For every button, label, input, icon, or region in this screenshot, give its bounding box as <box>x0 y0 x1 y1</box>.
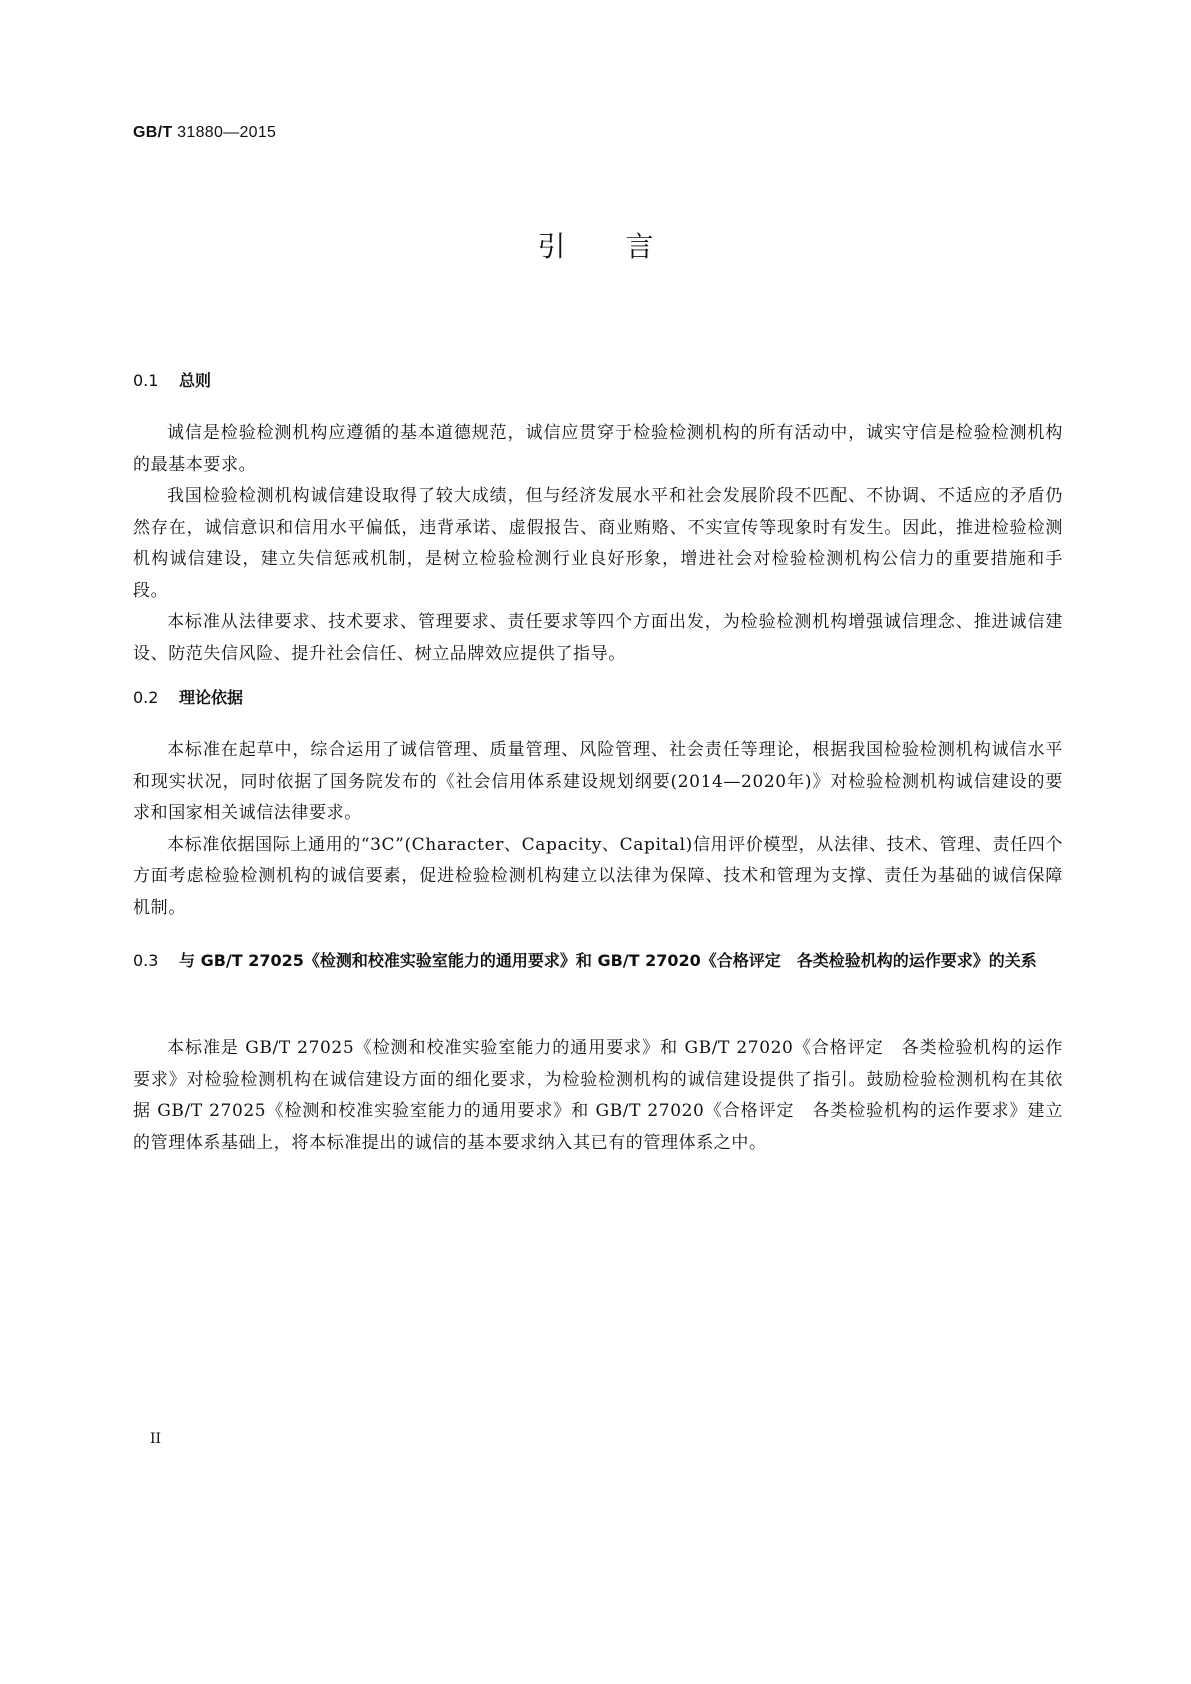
section-heading-0-2 <box>133 683 1063 713</box>
section-body-0-3 <box>133 1033 1063 1159</box>
section-title: 与 GB/T 27025《检测和校准实验室能力的通用要求》和 GB/T 27020《合格评定 各类检验机构的运作要求》的关系 <box>179 951 1037 970</box>
section-number: 0.2 <box>133 688 159 707</box>
paragraph: 诚信是检验检测机构应遵循的基本道德规范，诚信应贯穿于检验检测机构的所有活动中，诚实守信是检验检测机构的最基本要求。 <box>133 423 1063 475</box>
section-number: 0.1 <box>133 371 159 390</box>
paragraph: 本标准依据国际上通用的“3C”(Character、Capacity、Capital)信用评价模型，从法律、技术、管理、责任四个方面考虑检验检测机构的诚信要素，促进检验检测机构建立以法律为保障、技术和管理为支撑、责任为基础的诚信保障机制。 <box>133 834 1063 918</box>
page-title: 引言 <box>537 230 714 263</box>
section-number: 0.3 <box>133 951 159 970</box>
standard-code <box>133 124 276 142</box>
paragraph: 本标准从法律要求、技术要求、管理要求、责任要求等四个方面出发，为检验检测机构增强诚信理念、推进诚信建设、防范失信风险、提升社会信任、树立品牌效应提供了指导。 <box>133 612 1063 664</box>
section-body-0-2 <box>133 735 1063 924</box>
section-heading-0-3 <box>133 946 1063 976</box>
paragraph: 本标准是 GB/T 27025《检测和校准实验室能力的通用要求》和 GB/T 27020《合格评定 各类检验机构的运作要求》对检验检测机构在诚信建设方面的细化要求，为检验检测机构的诚信建设提供了指引。鼓励检验检测机构在其依据 GB/T 27025《检测和校准实验室能力的通用要求》和 GB/T 27020《合格评定 各类检验机构的运作要求》建立的管理体系基础上，将本标准提出的诚信的基本要求纳入其已有的管理体系之中。 <box>133 1038 1063 1153</box>
standard-code-prefix: GB/T <box>133 124 173 141</box>
page-number: II <box>150 1431 162 1447</box>
section-body-0-1 <box>133 418 1063 670</box>
standard-code-number: 31880—2015 <box>172 124 277 141</box>
section-title: 总则 <box>179 371 212 390</box>
paragraph: 我国检验检测机构诚信建设取得了较大成绩，但与经济发展水平和社会发展阶段不匹配、不协调、不适应的矛盾仍然存在，诚信意识和信用水平偏低，违背承诺、虚假报告、商业贿赂、不实宣传等现象时有发生。因此，推进检验检测机构诚信建设，建立失信惩戒机制，是树立检验检测行业良好形象，增进社会对检验检测机构公信力的重要措施和手段。 <box>133 486 1063 601</box>
section-heading-0-1 <box>133 366 1063 396</box>
paragraph: 本标准在起草中，综合运用了诚信管理、质量管理、风险管理、社会责任等理论，根据我国检验检测机构诚信水平和现实状况，同时依据了国务院发布的《社会信用体系建设规划纲要(2014—2020年)》对检验检测机构诚信建设的要求和国家相关诚信法律要求。 <box>133 740 1063 823</box>
section-title: 理论依据 <box>179 688 244 707</box>
